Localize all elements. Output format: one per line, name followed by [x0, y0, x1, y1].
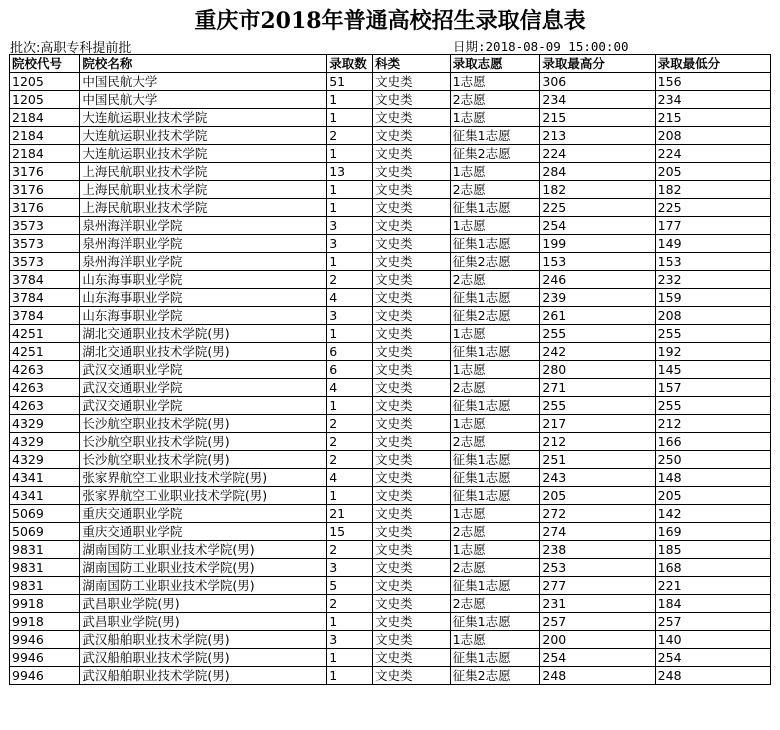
- header-school-name: 院校名称: [80, 55, 327, 73]
- cell-admit-count: 2: [327, 415, 373, 433]
- cell-min-score: 145: [655, 361, 770, 379]
- header-school-code: 院校代号: [10, 55, 80, 73]
- cell-choice: 征集1志愿: [450, 469, 540, 487]
- cell-max-score: 225: [540, 199, 655, 217]
- cell-choice: 征集1志愿: [450, 235, 540, 253]
- cell-subject: 文史类: [373, 343, 451, 361]
- cell-admit-count: 6: [327, 361, 373, 379]
- cell-school-code: 3784: [10, 271, 80, 289]
- table-row: [10, 595, 771, 613]
- cell-admit-count: 1: [327, 109, 373, 127]
- header-min-score: 录取最低分: [655, 55, 770, 73]
- cell-max-score: 243: [540, 469, 655, 487]
- cell-school-code: 2184: [10, 109, 80, 127]
- cell-admit-count: 15: [327, 523, 373, 541]
- table-row: [10, 631, 771, 649]
- cell-subject: 文史类: [373, 595, 451, 613]
- cell-school-code: 2184: [10, 145, 80, 163]
- cell-choice: 1志愿: [450, 217, 540, 235]
- cell-min-score: 140: [655, 631, 770, 649]
- table-row: [10, 73, 771, 91]
- cell-max-score: 248: [540, 667, 655, 685]
- table-row: [10, 271, 771, 289]
- cell-school-name: 重庆交通职业学院: [80, 505, 327, 523]
- cell-subject: 文史类: [373, 487, 451, 505]
- cell-admit-count: 2: [327, 127, 373, 145]
- cell-subject: 文史类: [373, 217, 451, 235]
- cell-min-score: 192: [655, 343, 770, 361]
- cell-subject: 文史类: [373, 163, 451, 181]
- cell-min-score: 215: [655, 109, 770, 127]
- cell-subject: 文史类: [373, 325, 451, 343]
- cell-max-score: 200: [540, 631, 655, 649]
- cell-subject: 文史类: [373, 109, 451, 127]
- cell-subject: 文史类: [373, 631, 451, 649]
- cell-subject: 文史类: [373, 451, 451, 469]
- table-header-row: [10, 55, 771, 73]
- table-row: [10, 163, 771, 181]
- cell-min-score: 177: [655, 217, 770, 235]
- cell-choice: 征集1志愿: [450, 199, 540, 217]
- cell-max-score: 182: [540, 181, 655, 199]
- cell-subject: 文史类: [373, 613, 451, 631]
- cell-school-code: 4251: [10, 343, 80, 361]
- cell-school-code: 3784: [10, 289, 80, 307]
- cell-admit-count: 1: [327, 667, 373, 685]
- cell-school-name: 湖北交通职业技术学院(男): [80, 343, 327, 361]
- cell-admit-count: 2: [327, 451, 373, 469]
- cell-school-name: 武汉交通职业学院: [80, 397, 327, 415]
- cell-school-code: 9831: [10, 577, 80, 595]
- cell-subject: 文史类: [373, 397, 451, 415]
- admissions-table: [9, 54, 771, 685]
- cell-min-score: 142: [655, 505, 770, 523]
- cell-school-name: 长沙航空职业技术学院(男): [80, 451, 327, 469]
- cell-school-code: 4329: [10, 415, 80, 433]
- cell-subject: 文史类: [373, 289, 451, 307]
- cell-admit-count: 3: [327, 307, 373, 325]
- cell-school-name: 武汉船舶职业技术学院(男): [80, 631, 327, 649]
- table-row: [10, 415, 771, 433]
- table-row: [10, 523, 771, 541]
- table-row: [10, 289, 771, 307]
- table-row: [10, 343, 771, 361]
- cell-subject: 文史类: [373, 433, 451, 451]
- cell-min-score: 255: [655, 325, 770, 343]
- date-label: 日期:2018-08-09 15:00:00: [453, 39, 629, 54]
- cell-max-score: 205: [540, 487, 655, 505]
- cell-min-score: 225: [655, 199, 770, 217]
- cell-school-name: 长沙航空职业技术学院(男): [80, 433, 327, 451]
- cell-min-score: 148: [655, 469, 770, 487]
- cell-min-score: 205: [655, 487, 770, 505]
- cell-school-code: 4341: [10, 487, 80, 505]
- cell-choice: 2志愿: [450, 433, 540, 451]
- cell-min-score: 157: [655, 379, 770, 397]
- cell-admit-count: 5: [327, 577, 373, 595]
- cell-admit-count: 3: [327, 559, 373, 577]
- cell-school-name: 山东海事职业学院: [80, 289, 327, 307]
- cell-subject: 文史类: [373, 127, 451, 145]
- cell-school-name: 长沙航空职业技术学院(男): [80, 415, 327, 433]
- table-row: [10, 451, 771, 469]
- cell-min-score: 169: [655, 523, 770, 541]
- cell-min-score: 250: [655, 451, 770, 469]
- cell-min-score: 205: [655, 163, 770, 181]
- cell-admit-count: 1: [327, 91, 373, 109]
- cell-max-score: 284: [540, 163, 655, 181]
- cell-admit-count: 3: [327, 217, 373, 235]
- cell-max-score: 280: [540, 361, 655, 379]
- cell-admit-count: 21: [327, 505, 373, 523]
- batch-label: 批次:高职专科提前批: [10, 41, 132, 56]
- cell-max-score: 231: [540, 595, 655, 613]
- cell-school-code: 4329: [10, 451, 80, 469]
- cell-choice: 征集2志愿: [450, 253, 540, 271]
- table-row: [10, 361, 771, 379]
- cell-school-name: 山东海事职业学院: [80, 271, 327, 289]
- cell-choice: 征集2志愿: [450, 307, 540, 325]
- cell-subject: 文史类: [373, 667, 451, 685]
- cell-subject: 文史类: [373, 469, 451, 487]
- cell-choice: 1志愿: [450, 415, 540, 433]
- cell-subject: 文史类: [373, 541, 451, 559]
- table-row: [10, 91, 771, 109]
- cell-subject: 文史类: [373, 577, 451, 595]
- cell-school-name: 中国民航大学: [80, 91, 327, 109]
- cell-choice: 征集2志愿: [450, 145, 540, 163]
- cell-subject: 文史类: [373, 235, 451, 253]
- cell-max-score: 274: [540, 523, 655, 541]
- cell-admit-count: 4: [327, 379, 373, 397]
- cell-max-score: 253: [540, 559, 655, 577]
- table-row: [10, 541, 771, 559]
- cell-admit-count: 2: [327, 595, 373, 613]
- cell-max-score: 306: [540, 73, 655, 91]
- cell-school-name: 湖北交通职业技术学院(男): [80, 325, 327, 343]
- cell-school-code: 3784: [10, 307, 80, 325]
- cell-max-score: 272: [540, 505, 655, 523]
- cell-school-name: 张家界航空工业职业技术学院(男): [80, 487, 327, 505]
- cell-admit-count: 4: [327, 469, 373, 487]
- cell-min-score: 208: [655, 307, 770, 325]
- cell-max-score: 213: [540, 127, 655, 145]
- cell-choice: 征集1志愿: [450, 613, 540, 631]
- cell-max-score: 257: [540, 613, 655, 631]
- cell-max-score: 242: [540, 343, 655, 361]
- cell-choice: 征集1志愿: [450, 451, 540, 469]
- cell-school-code: 4341: [10, 469, 80, 487]
- cell-max-score: 199: [540, 235, 655, 253]
- cell-min-score: 166: [655, 433, 770, 451]
- table-row: [10, 379, 771, 397]
- cell-choice: 1志愿: [450, 505, 540, 523]
- cell-choice: 1志愿: [450, 325, 540, 343]
- header-subject: 科类: [373, 55, 451, 73]
- cell-min-score: 168: [655, 559, 770, 577]
- cell-min-score: 257: [655, 613, 770, 631]
- header-choice: 录取志愿: [450, 55, 540, 73]
- cell-admit-count: 1: [327, 145, 373, 163]
- cell-school-name: 张家界航空工业职业技术学院(男): [80, 469, 327, 487]
- cell-min-score: 159: [655, 289, 770, 307]
- table-row: [10, 469, 771, 487]
- table-row: [10, 397, 771, 415]
- cell-school-name: 上海民航职业技术学院: [80, 199, 327, 217]
- table-row: [10, 199, 771, 217]
- cell-subject: 文史类: [373, 145, 451, 163]
- cell-admit-count: 1: [327, 181, 373, 199]
- cell-max-score: 238: [540, 541, 655, 559]
- cell-school-name: 泉州海洋职业学院: [80, 217, 327, 235]
- cell-admit-count: 1: [327, 253, 373, 271]
- cell-choice: 2志愿: [450, 91, 540, 109]
- cell-school-code: 3573: [10, 217, 80, 235]
- cell-school-code: 5069: [10, 505, 80, 523]
- cell-max-score: 271: [540, 379, 655, 397]
- cell-choice: 1志愿: [450, 631, 540, 649]
- cell-max-score: 251: [540, 451, 655, 469]
- table-body: [10, 73, 771, 685]
- cell-school-code: 3176: [10, 181, 80, 199]
- cell-school-name: 大连航运职业技术学院: [80, 127, 327, 145]
- cell-school-name: 山东海事职业学院: [80, 307, 327, 325]
- table-row: [10, 127, 771, 145]
- cell-admit-count: 13: [327, 163, 373, 181]
- table-row: [10, 307, 771, 325]
- cell-school-code: 5069: [10, 523, 80, 541]
- cell-admit-count: 1: [327, 487, 373, 505]
- cell-school-name: 上海民航职业技术学院: [80, 163, 327, 181]
- cell-choice: 2志愿: [450, 271, 540, 289]
- cell-choice: 1志愿: [450, 73, 540, 91]
- cell-school-code: 2184: [10, 127, 80, 145]
- cell-school-code: 4263: [10, 379, 80, 397]
- cell-school-name: 湖南国防工业职业技术学院(男): [80, 577, 327, 595]
- table-row: [10, 577, 771, 595]
- cell-subject: 文史类: [373, 649, 451, 667]
- cell-min-score: 149: [655, 235, 770, 253]
- cell-subject: 文史类: [373, 199, 451, 217]
- cell-min-score: 255: [655, 397, 770, 415]
- cell-school-name: 大连航运职业技术学院: [80, 145, 327, 163]
- cell-admit-count: 1: [327, 199, 373, 217]
- cell-min-score: 234: [655, 91, 770, 109]
- cell-choice: 2志愿: [450, 379, 540, 397]
- cell-max-score: 239: [540, 289, 655, 307]
- table-row: [10, 109, 771, 127]
- cell-admit-count: 4: [327, 289, 373, 307]
- cell-max-score: 234: [540, 91, 655, 109]
- cell-school-code: 9831: [10, 541, 80, 559]
- cell-school-name: 湖南国防工业职业技术学院(男): [80, 559, 327, 577]
- cell-school-name: 重庆交通职业学院: [80, 523, 327, 541]
- cell-admit-count: 2: [327, 541, 373, 559]
- cell-admit-count: 1: [327, 613, 373, 631]
- cell-choice: 征集1志愿: [450, 577, 540, 595]
- cell-max-score: 254: [540, 217, 655, 235]
- table-row: [10, 505, 771, 523]
- cell-choice: 2志愿: [450, 595, 540, 613]
- cell-school-code: 9831: [10, 559, 80, 577]
- cell-subject: 文史类: [373, 559, 451, 577]
- cell-school-code: 3573: [10, 235, 80, 253]
- cell-school-name: 泉州海洋职业学院: [80, 235, 327, 253]
- cell-max-score: 254: [540, 649, 655, 667]
- table-row: [10, 145, 771, 163]
- cell-max-score: 153: [540, 253, 655, 271]
- cell-school-name: 武汉交通职业学院: [80, 379, 327, 397]
- table-row: [10, 217, 771, 235]
- cell-school-name: 上海民航职业技术学院: [80, 181, 327, 199]
- cell-subject: 文史类: [373, 415, 451, 433]
- cell-school-name: 湖南国防工业职业技术学院(男): [80, 541, 327, 559]
- cell-school-name: 武汉交通职业学院: [80, 361, 327, 379]
- cell-choice: 征集1志愿: [450, 487, 540, 505]
- cell-subject: 文史类: [373, 379, 451, 397]
- cell-school-name: 泉州海洋职业学院: [80, 253, 327, 271]
- table-row: [10, 667, 771, 685]
- cell-school-code: 3176: [10, 163, 80, 181]
- cell-school-code: 1205: [10, 91, 80, 109]
- cell-min-score: 232: [655, 271, 770, 289]
- cell-admit-count: 3: [327, 631, 373, 649]
- cell-school-name: 中国民航大学: [80, 73, 327, 91]
- cell-min-score: 208: [655, 127, 770, 145]
- cell-min-score: 254: [655, 649, 770, 667]
- cell-admit-count: 2: [327, 433, 373, 451]
- cell-min-score: 184: [655, 595, 770, 613]
- cell-choice: 征集2志愿: [450, 667, 540, 685]
- cell-subject: 文史类: [373, 91, 451, 109]
- cell-subject: 文史类: [373, 271, 451, 289]
- table-row: [10, 325, 771, 343]
- cell-choice: 征集1志愿: [450, 289, 540, 307]
- cell-school-code: 9918: [10, 595, 80, 613]
- cell-min-score: 212: [655, 415, 770, 433]
- cell-min-score: 156: [655, 73, 770, 91]
- cell-school-code: 1205: [10, 73, 80, 91]
- cell-choice: 2志愿: [450, 523, 540, 541]
- cell-subject: 文史类: [373, 505, 451, 523]
- header-admit-count: 录取数: [327, 55, 373, 73]
- cell-school-code: 4263: [10, 361, 80, 379]
- table-row: [10, 235, 771, 253]
- cell-max-score: 277: [540, 577, 655, 595]
- cell-subject: 文史类: [373, 361, 451, 379]
- cell-max-score: 255: [540, 325, 655, 343]
- cell-admit-count: 1: [327, 649, 373, 667]
- cell-school-name: 武昌职业学院(男): [80, 595, 327, 613]
- cell-choice: 1志愿: [450, 541, 540, 559]
- table-row: [10, 613, 771, 631]
- cell-choice: 1志愿: [450, 361, 540, 379]
- cell-school-code: 9946: [10, 631, 80, 649]
- cell-min-score: 185: [655, 541, 770, 559]
- cell-choice: 征集1志愿: [450, 343, 540, 361]
- table-row: [10, 433, 771, 451]
- cell-admit-count: 2: [327, 271, 373, 289]
- cell-admit-count: 1: [327, 325, 373, 343]
- cell-choice: 征集1志愿: [450, 397, 540, 415]
- cell-school-code: 3176: [10, 199, 80, 217]
- cell-school-code: 4251: [10, 325, 80, 343]
- table-row: [10, 253, 771, 271]
- cell-subject: 文史类: [373, 73, 451, 91]
- cell-subject: 文史类: [373, 307, 451, 325]
- cell-choice: 2志愿: [450, 559, 540, 577]
- cell-school-name: 武汉船舶职业技术学院(男): [80, 667, 327, 685]
- cell-max-score: 261: [540, 307, 655, 325]
- cell-school-name: 武汉船舶职业技术学院(男): [80, 649, 327, 667]
- page-title: 重庆市2018年普通高校招生录取信息表: [194, 8, 586, 34]
- cell-max-score: 212: [540, 433, 655, 451]
- table-row: [10, 181, 771, 199]
- header-max-score: 录取最高分: [540, 55, 655, 73]
- cell-admit-count: 6: [327, 343, 373, 361]
- cell-school-name: 大连航运职业技术学院: [80, 109, 327, 127]
- cell-school-code: 9946: [10, 667, 80, 685]
- cell-min-score: 221: [655, 577, 770, 595]
- cell-school-code: 3573: [10, 253, 80, 271]
- cell-min-score: 182: [655, 181, 770, 199]
- cell-max-score: 255: [540, 397, 655, 415]
- cell-subject: 文史类: [373, 181, 451, 199]
- cell-subject: 文史类: [373, 253, 451, 271]
- cell-admit-count: 1: [327, 397, 373, 415]
- cell-choice: 1志愿: [450, 109, 540, 127]
- cell-max-score: 217: [540, 415, 655, 433]
- cell-school-code: 4329: [10, 433, 80, 451]
- cell-school-code: 4263: [10, 397, 80, 415]
- table-row: [10, 487, 771, 505]
- cell-min-score: 248: [655, 667, 770, 685]
- cell-choice: 1志愿: [450, 163, 540, 181]
- cell-school-name: 武昌职业学院(男): [80, 613, 327, 631]
- cell-choice: 征集1志愿: [450, 649, 540, 667]
- cell-max-score: 215: [540, 109, 655, 127]
- cell-choice: 2志愿: [450, 181, 540, 199]
- cell-max-score: 224: [540, 145, 655, 163]
- table-row: [10, 649, 771, 667]
- cell-school-code: 9918: [10, 613, 80, 631]
- cell-min-score: 153: [655, 253, 770, 271]
- cell-max-score: 246: [540, 271, 655, 289]
- cell-school-code: 9946: [10, 649, 80, 667]
- table-row: [10, 559, 771, 577]
- cell-subject: 文史类: [373, 523, 451, 541]
- cell-min-score: 224: [655, 145, 770, 163]
- cell-admit-count: 3: [327, 235, 373, 253]
- cell-admit-count: 51: [327, 73, 373, 91]
- cell-choice: 征集1志愿: [450, 127, 540, 145]
